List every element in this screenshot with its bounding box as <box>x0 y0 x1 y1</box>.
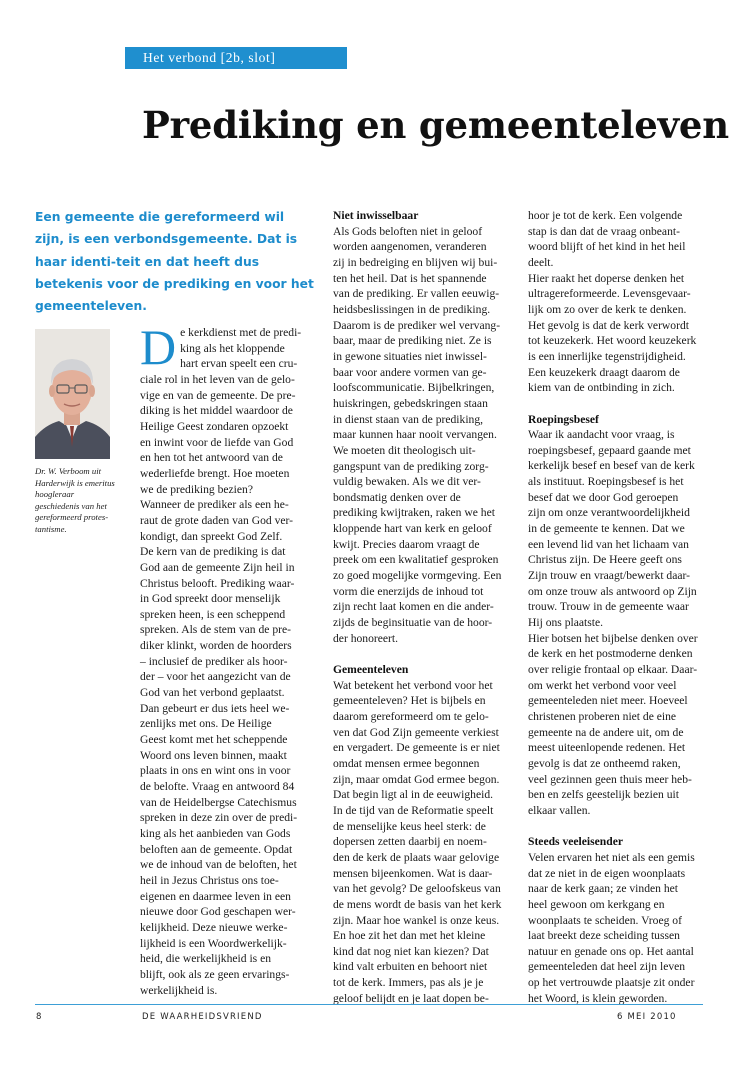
subheading-steeds-veeleisender: Steeds veeleisender <box>528 835 623 849</box>
body-text: Als Gods beloften niet in geloof worden aangenomen, veranderen zij in bedreiging en blijven wij bui- ten het heil. Dat is het spannende van de prediking. Er vallen eeuwig- heidsbeslissingen in de prediking. Daarom is de prediker wel vervang- baar, maar de prediking niet. Ze is in gewone situaties niet inwissel- baar voor andere vormen van ge- loofscommunicatie. Bijbelkringen, huiskringen, gebedskringen staan in dienst staan van de prediking, maar kunnen haar nooit vervangen. We moeten dit theologisch uit- gangspunt van de prediking zorg- vuldig bewaken. Als we dit ver- bondsmatig denken over de prediking kwijtraken, raken we het kloppende hart van kerk en geloof kwijt. Precies daarom vraagt de preek om een kwalitatief gesproken zo goed mogelijke vormgeving. Een vorm die enerzijds de inhoud tot zijn recht laat komen en die ander- zijds de beginsituatie van de hoor- der honoreert. <box>333 224 502 645</box>
subheading-gemeenteleven: Gemeenteleven <box>333 663 409 677</box>
footer-divider <box>35 1004 703 1005</box>
article-column-1 <box>140 319 322 998</box>
body-text: Velen ervaren het niet als een gemis dat ze niet in de eigen woonplaats naar de kerk gaan; ze vinden het heel gewoon om kerkgang en woonplaats te scheiden. Vroeg of laat breekt deze scheiding tussen natuur en genade ons op. Het aantal gemeenteleden dat heel zijn leven op het vertrouwde plaatsje zit onder het Woord, is klein geworden. <box>528 850 695 1005</box>
subheading-roepingsbesef: Roepingsbesef <box>528 412 599 426</box>
page-number: 8 <box>36 1012 43 1022</box>
article-title: Prediking en gemeenteleven <box>142 103 729 147</box>
article-column-3 <box>528 208 708 1006</box>
body-text: e kerkdienst met de predi- king als het kloppende hart ervan speelt een cru- ciale rol in het leven van de gelo- vige en van de gemeente. De pre- diking is het middel waardoor de Heilige Geest zondaren opzoekt en inwint voor de liefde van God en hen tot het antwoord van de wederliefde brengt. Hoe moeten we de prediking bezien? Wanneer de prediker als een he- raut de grote daden van God ver- kondigt, dan spreekt God Zelf. De kern van de prediking is dat God aan de gemeente Zijn heil in Christus belooft. Prediking waar- in God spreekt door menselijk spreken heen, is een scheppend spreken. Als de stem van de pre- diker klinkt, worden de hoorders – inclusief de prediker als hoor- der – voor het aangezicht van de God van het verbond geplaatst. Dan gebeurt er dus iets heel we- zenlijks met ons. De Heilige Geest komt met het scheppende Woord ons leven binnen, maakt plaats in ons en wint ons in voor de belofte. Vraag en antwoord 84 van de Heidelbergse Catechismus spreken in deze zin over de predi- king als het aanbieden van Gods beloften aan de gemeente. Opdat we de inhoud van de beloften, het heil in Jezus Christus ons toe- eigenen en daarmee leven in een nieuwe door God geschapen wer- kelijkheid. Deze nieuwe werke- lijkheid is een Woordwerkelijk- heid, die werkelijkheid is en blijft, ook als ze geen ervarings- werkelijkheid is. <box>140 326 302 997</box>
article-lead: Een gemeente die gereformeerd wil zijn, is een verbondsgemeente. Dat is haar identi-teit en dat heeft dus betekenis voor de prediking en voor het gemeenteleven. <box>35 210 314 314</box>
magazine-name: DE WAARHEIDSVRIEND <box>142 1012 263 1022</box>
drop-cap: D <box>140 319 177 375</box>
author-portrait-image <box>35 329 110 459</box>
body-text: Waar ik aandacht voor vraag, is roepingsbesef, gepaard gaande met kerkelijk besef en besef van de kerk als instituut. Roepingsbesef is het besef dat we door God geroepen zijn om onze verantwoordelijkheid in de gemeente te kennen. Dat we een levend lid van het lichaam van Christus zijn. De Heere geeft ons Zijn trouw en vraagt/bewerkt daar- om onze trouw als antwoord op Zijn trouw. Trouw in de gemeente waar Hij ons plaatste. Hier botsen het bijbelse denken over de kerk en het postmoderne denken over religie frontaal op elkaar. Daar- om werkt het verbond voor veel gemeenteleden niet meer. Hoeveel christenen proberen niet de eine gemeente na de andere uit, om de meest uiteenlopende redenen. Het gevolg is dat ze ontheemd raken, veel gezinnen geen thuis meer heb- ben en zelfs geestelijk bezien uit elkaar vallen. <box>528 428 698 817</box>
body-text: Wat betekent het verbond voor het gemeenteleven? Het is bijbels en daarom gereformeerd om te gelo- ven dat God Zijn gemeente verkiest en vergadert. De gemeente is er niet omdat mensen ermee begonnen zijn, maar omdat God ermee begon. Dat begin ligt al in de eeuwigheid. In de tijd van de Reformatie speelt de menselijke keus heel sterk: de dopersen zetten daarbij en noem- den de kerk de plaats waar gelovige mensen bijeenkomen. Wat is daar- van het gevolg? De geloofskeus van de mens wordt de basis van het kerk zijn. Maar hoe wankel is onze keus. En hoe zit het dan met het kleine kind dat nog niet kan kiezen? Dat kind valt erbuiten en behoort niet tot de kerk. Immers, pas als je je geloof belijdt en je laat dopen be- <box>333 678 502 1005</box>
article-column-2 <box>333 208 503 1006</box>
photo-caption: Dr. W. Verboom uit Harderwijk is emeritus hoogleraar geschiedenis van het gereformeerd protes-tantisme. <box>35 466 115 534</box>
issue-date: 6 MEI 2010 <box>617 1012 677 1022</box>
body-text: hoor je tot de kerk. Een volgende stap is dan dat de vraag onbeant- woord blijft of het kind in het heil deelt. Hier raakt het doperse denken het ultragereformeerde. Levensgevaar- lijk om zo over de kerk te denken. Het gevolg is dat de kerk verwordt tot keuzekerk. Het woord keuzekerk is een innerlijke tegenstrijdigheid. Een keuzekerk draagt daarom de kiem van de ontbinding in zich. <box>528 209 697 395</box>
author-photo <box>35 329 110 459</box>
subheading-niet-inwisselbaar: Niet inwisselbaar <box>333 209 419 222</box>
section-tag: Het verbond [2b, slot] <box>125 47 347 69</box>
